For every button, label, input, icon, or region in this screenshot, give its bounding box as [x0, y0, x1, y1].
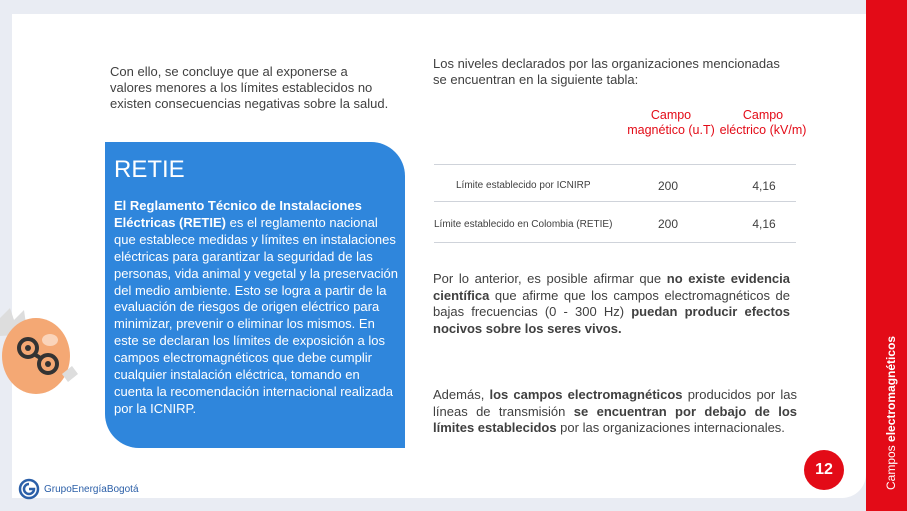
table-divider: [434, 201, 796, 202]
final-text: Además,: [433, 387, 490, 402]
cell-retie-magnetic: 200: [657, 217, 679, 231]
row-label-retie: Límite establecido en Colombia (RETIE): [434, 219, 613, 230]
retie-title: RETIE: [114, 156, 185, 183]
row-label-icnirp: Límite establecido por ICNIRP: [456, 180, 591, 191]
conclusion-bold: puedan producir efectos nocivos sobre los seres vivos.: [433, 304, 790, 336]
mascot-illustration: [0, 296, 90, 406]
table-divider: [434, 242, 796, 243]
table-divider: [434, 164, 796, 165]
side-label-prefix: Campos: [884, 441, 898, 490]
final-paragraph: [433, 387, 797, 437]
conclusion-bold: no existe evidencia científica: [433, 271, 790, 303]
retie-body-bold: El Reglamento Técnico de Instalaciones Eléctricas (RETIE): [114, 198, 362, 230]
table-intro: Los niveles declarados por las organizaciones mencionadas se encuentran en la siguiente tabla:: [433, 56, 780, 87]
cell-icnirp-magnetic: 200: [657, 179, 679, 193]
conclusion-paragraph: [433, 271, 790, 337]
company-logo: [18, 478, 139, 500]
conclusion-text: que afirme que los campos electromagnéticos de bajas frecuencias (0 - 300 Hz): [433, 287, 790, 319]
logo-icon: [18, 478, 40, 500]
page-number-badge: 12: [804, 450, 844, 490]
side-label: [884, 336, 898, 490]
final-bold: los campos electromagnéticos: [489, 387, 683, 402]
intro-text: Con ello, se concluye que al exponerse a valores menores a los límites establecidos no existen consecuencias negativas sobre la salud.: [110, 64, 389, 111]
header-magnetic: Campo magnético (u.T): [627, 108, 715, 137]
logo-text: GrupoEnergíaBogotá: [44, 483, 139, 495]
final-text: por las organizaciones internacionales.: [556, 420, 785, 435]
side-label-bold: electromagnéticos: [884, 335, 898, 442]
final-bold: se encuentran por debajo de los límites establecidos: [433, 403, 797, 435]
cell-retie-electric: 4,16: [752, 217, 776, 231]
retie-body-rest: es el reglamento nacional que establece medidas y límites en instalaciones eléctricas para garantizar la seguridad de las personas, vida animal y vegetal y la preservación del medio ambiente. Esto se logra a partir de la evaluación de riesgos de origen eléctrico para minimizar, prevenir o eliminar los mismos. En este se declaran los límites de exposición a los campos electromagnéticos que debe cumplir cualquier instalación eléctrica, tomando en cuenta la recomendación internacional realizada por la ICNIRP.: [114, 214, 398, 416]
final-text: producidos por las líneas de transmisión: [433, 387, 797, 419]
conclusion-text: Por lo anterior, es posible afirmar que: [433, 271, 667, 286]
header-electric: Campo eléctrico (kV/m): [719, 108, 807, 137]
cell-icnirp-electric: 4,16: [752, 179, 776, 193]
retie-body: [114, 198, 402, 418]
